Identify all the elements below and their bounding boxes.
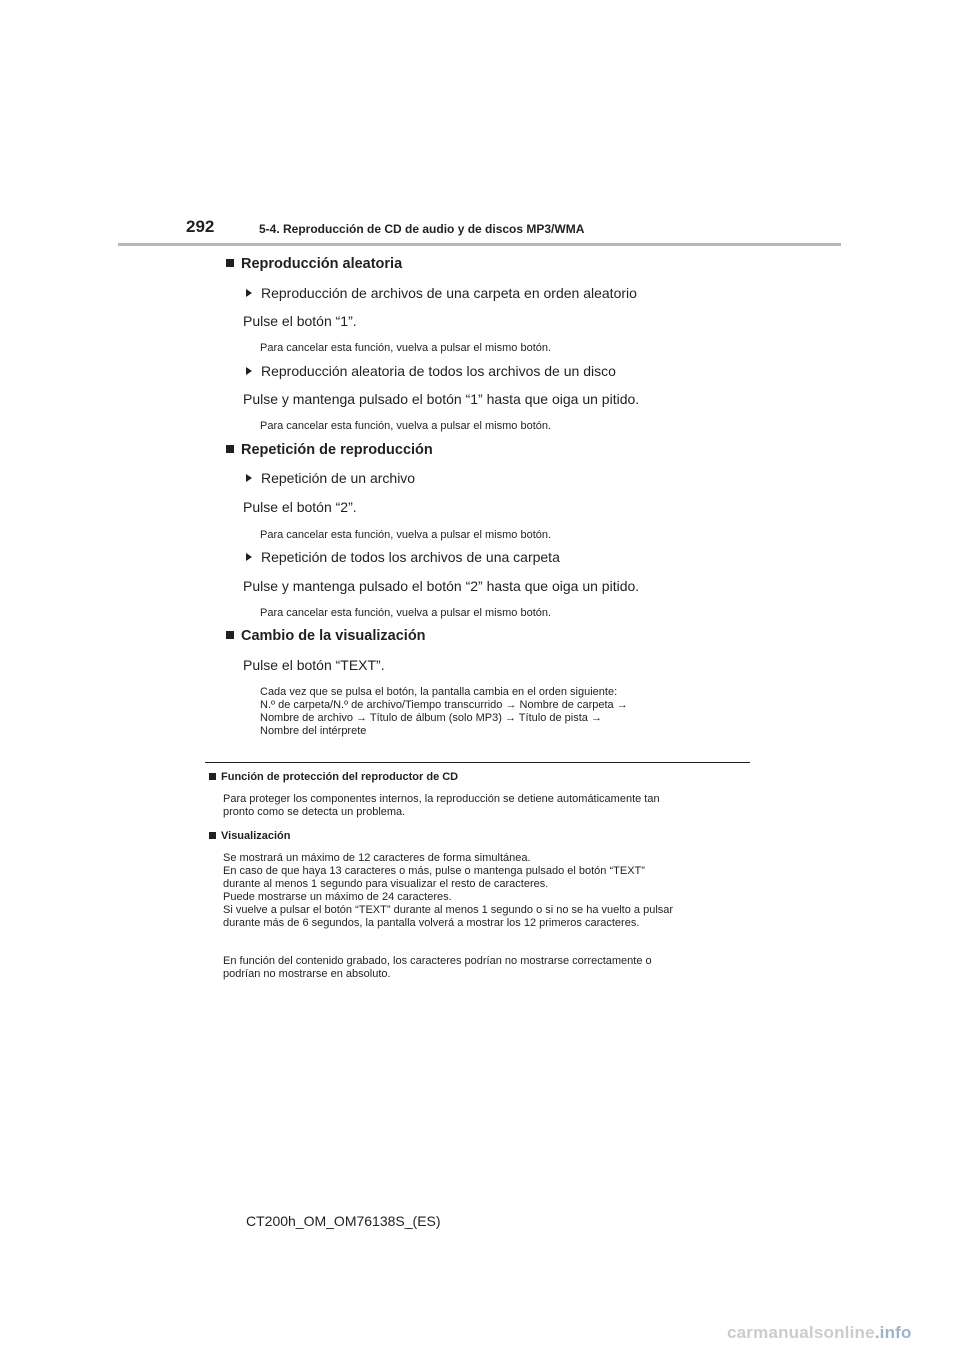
cancel-note-random-disc: Para cancelar esta función, vuelva a pulsar el mismo botón.	[260, 420, 552, 432]
instruction-random-folder: Pulse el botón “1”.	[243, 313, 357, 329]
subheading-random-disc: Reproducción aleatoria de todos los archivos de un disco	[246, 363, 616, 379]
subheading-repeat-folder: Repetición de todos los archivos de una carpeta	[246, 549, 560, 565]
note-text-content: En función del contenido grabado, los caracteres podrían no mostrarse correctamente o podrían no mostrarse en absoluto.	[223, 955, 652, 980]
note-text-cd-protection: Para proteger los componentes internos, la reproducción se detiene automáticamente tan pronto como se detecta un problema.	[223, 793, 660, 818]
instruction-repeat-folder: Pulse y mantenga pulsado el botón “2” hasta que oiga un pitido.	[243, 578, 640, 594]
triangle-bullet-icon	[246, 367, 252, 375]
square-bullet-icon	[226, 445, 234, 453]
triangle-bullet-icon	[246, 474, 252, 482]
triangle-bullet-icon	[246, 289, 252, 297]
note-heading-cd-protection: Función de protección del reproductor de CD	[209, 771, 458, 783]
display-sequence-line: Cada vez que se pulsa el botón, la pantalla cambia en el orden siguiente:	[260, 686, 618, 698]
watermark: carmanualsonline.info	[727, 1323, 912, 1342]
cancel-note-random-folder: Para cancelar esta función, vuelva a pulsar el mismo botón.	[260, 342, 552, 354]
heading-repeat-playback: Repetición de reproducción	[226, 442, 433, 458]
instruction-display-change: Pulse el botón “TEXT”.	[243, 657, 385, 673]
instruction-random-disc: Pulse y mantenga pulsado el botón “1” hasta que oiga un pitido.	[243, 391, 640, 407]
triangle-bullet-icon	[246, 553, 252, 561]
display-sequence-text	[260, 686, 628, 738]
display-sequence-line: N.º de carpeta/N.º de archivo/Tiempo transcurrido → Nombre de carpeta →	[260, 699, 628, 711]
heading-random-playback: Reproducción aleatoria	[226, 256, 402, 272]
cancel-note-repeat-folder: Para cancelar esta función, vuelva a pulsar el mismo botón.	[260, 607, 552, 619]
heading-display-change: Cambio de la visualización	[226, 628, 426, 644]
square-bullet-icon	[209, 832, 216, 839]
subheading-repeat-file: Repetición de un archivo	[246, 470, 415, 486]
instruction-repeat-file: Pulse el botón “2”.	[243, 499, 357, 515]
cancel-note-repeat-file: Para cancelar esta función, vuelva a pulsar el mismo botón.	[260, 529, 552, 541]
display-sequence-line: Nombre del intérprete	[260, 725, 367, 737]
section-divider	[205, 762, 750, 763]
page-number: 292	[186, 217, 215, 236]
square-bullet-icon	[209, 773, 216, 780]
note-text-display: Se mostrará un máximo de 12 caracteres de forma simultánea. En caso de que haya 13 caracteres o más, pulse o mantenga pulsado el botón “TEXT” durante al menos 1 segundo para visualizar el resto de caracteres. Puede mostrarse un máximo de 24 caracteres. Si vuelve a pulsar el botón “TEXT” durante al menos 1 segundo o si no se ha vuelto a pulsar durante más de 6 segundos, la pantalla volverá a mostrar los 12 primeros caracteres.	[223, 852, 674, 929]
display-sequence-line: Nombre de archivo → Título de álbum (solo MP3) → Título de pista →	[260, 712, 602, 724]
header-rule	[118, 243, 841, 246]
manual-code: CT200h_OM_OM76138S_(ES)	[246, 1213, 441, 1229]
note-heading-display: Visualización	[209, 830, 291, 842]
subheading-random-folder: Reproducción de archivos de una carpeta en orden aleatorio	[246, 285, 637, 301]
section-title: 5-4. Reproducción de CD de audio y de discos MP3/WMA	[259, 222, 585, 236]
square-bullet-icon	[226, 631, 234, 639]
square-bullet-icon	[226, 259, 234, 267]
